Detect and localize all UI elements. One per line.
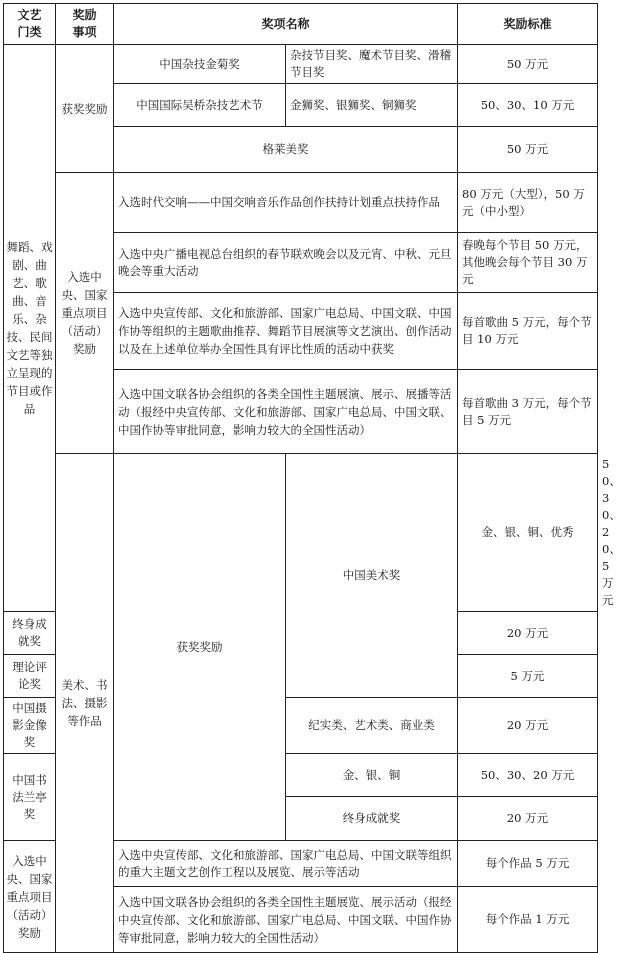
award-standard-cell: 80 万元（大型），50 万元（中小型） [458,173,598,233]
award-standard-cell: 每个作品 5 万元 [458,841,598,887]
header-name: 奖项名称 [114,4,458,45]
award-type-cell: 杂技节目奖、魔术节目奖、滑稽节目奖 [286,45,458,84]
award-type-cell: 终身成就奖 [4,612,56,655]
award-name-cell: 中国美术奖 [286,454,458,698]
table-row [4,173,598,233]
award-standard-cell: 50 万元 [458,45,598,84]
award-name-cell: 入选中国文联各协会组织的各类全国性主题展览、展示活动（报经中央宣传部、文化和旅游部、国家广电总局、中国文联、中国作协等审批同意，影响力较大的全国性活动） [114,887,458,953]
award-name-cell: 入选时代交响——中国交响音乐作品创作扶持计划重点扶持作品 [114,173,458,233]
award-standard-cell: 50、30、10 万元 [458,84,598,127]
key-item-cell-performing: 入选中央、国家重点项目（活动）奖励 [56,173,114,454]
award-name-cell: 入选中央广播电视总台组织的春节联欢晚会以及元宵、中秋、元旦晚会等重大活动 [114,233,458,293]
award-type-cell: 金、银、铜、优秀 [458,454,598,612]
award-name-cell: 入选中央宣传部、文化和旅游部、国家广电总局、中国文联、中国作协等组织的主题歌曲推荐、舞蹈节目展演等文艺演出、创作活动以及在上述单位举办全国性具有评比性质的活动中获奖 [114,293,458,370]
award-standard-cell: 20 万元 [458,612,598,655]
award-type-cell: 终身成就奖 [286,797,458,841]
award-type-cell: 理论评论奖 [4,655,56,698]
award-standard-cell: 20 万元 [458,797,598,841]
category-cell-fine-arts: 美术、书法、摄影等作品 [56,454,114,953]
award-standard-cell: 50、30、20 万元 [458,754,598,797]
award-standards-table [3,3,621,953]
award-standard-cell: 5 万元 [458,655,598,698]
award-type-cell: 金狮奖、银狮奖、铜狮奖 [286,84,458,127]
header-row [4,4,598,45]
award-standard-cell: 春晚每个节目 50 万元，其他晚会每个节目 30 万元 [458,233,598,293]
award-standard-cell: 每首歌曲 3 万元，每个节目 5 万元 [458,370,598,454]
table-row: 美术、书法、摄影等作品 获奖奖励 中国美术奖 金、银、铜、优秀 50、30、20、5 万元 [4,454,598,612]
header-category: 文艺 门类 [4,4,56,45]
award-name-cell: 入选中国文联各协会组织的各类全国性主题展演、展示、展播等活动（报经中央宣传部、文化和旅游部、国家广电总局、中国文联、中国作协等审批同意，影响力较大的全国性活动） [114,370,458,454]
award-name-cell: 格莱美奖 [114,127,458,173]
header-item: 奖励 事项 [56,4,114,45]
award-standard-cell: 20 万元 [458,698,598,754]
award-standard-cell: 50 万元 [458,127,598,173]
award-standard-cell: 每首歌曲 5 万元，每个节目 10 万元 [458,293,598,370]
award-name-cell: 中国摄影金像奖 [4,698,56,754]
award-item-cell-performing: 获奖奖励 [56,45,114,173]
award-type-cell: 纪实类、艺术类、商业类 [286,698,458,754]
award-name-cell: 中国国际吴桥杂技艺术节 [114,84,286,127]
category-cell-performing: 舞蹈、戏剧、曲艺、歌曲、音乐、杂技、民间文艺等独立呈现的节目或作品 [4,45,56,612]
award-name-cell: 入选中央宣传部、文化和旅游部、国家广电总局、中国文联等组织的重大主题文艺创作工程以及展览、展示等活动 [114,841,458,887]
award-item-cell-fine-arts: 获奖奖励 [114,454,286,841]
header-standard: 奖励标准 [458,4,598,45]
table-row [4,45,598,84]
key-item-cell-fine-arts: 入选中央、国家重点项目（活动）奖励 [4,841,56,953]
award-type-cell: 金、银、铜 [286,754,458,797]
award-name-cell: 中国书法兰亭奖 [4,754,56,841]
award-standard-cell: 每个作品 1 万元 [458,887,598,953]
award-name-cell: 中国杂技金菊奖 [114,45,286,84]
